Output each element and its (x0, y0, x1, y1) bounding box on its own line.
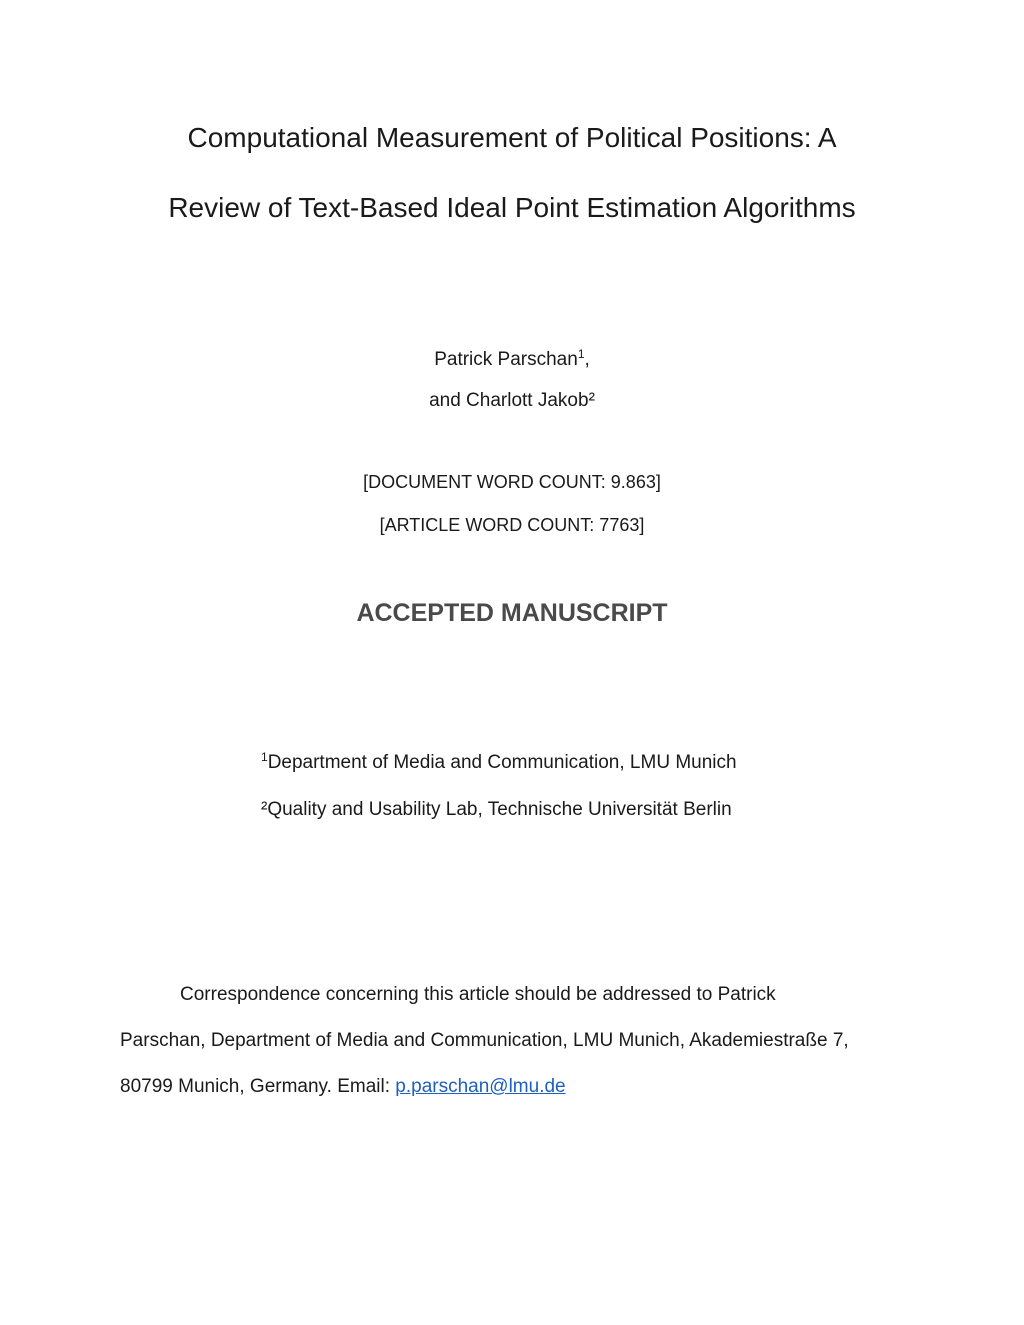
author-1-superscript: 1 (577, 347, 585, 361)
paper-title-line-1: Computational Measurement of Political Positions: A (187, 122, 837, 153)
document-word-count: [DOCUMENT WORD COUNT: 9.863] (363, 472, 661, 492)
correspondence-line-3 (120, 1075, 566, 1099)
correspondence-line-1: Correspondence concerning this article should be addressed to Patrick (180, 984, 776, 1005)
accepted-manuscript-label: ACCEPTED MANUSCRIPT (356, 599, 668, 627)
affiliation-1-superscript: 1 (261, 750, 268, 764)
correspondence-line-2: Parschan, Department of Media and Communication, LMU Munich, Akademiestraße 7, (120, 1030, 849, 1051)
author-1-name: Patrick Parschan (434, 349, 578, 370)
author-line-1 (0, 348, 1024, 372)
author-1-suffix: , (584, 349, 590, 370)
affiliation-1 (261, 751, 737, 775)
author-line-2: and Charlott Jakob² (429, 390, 595, 411)
correspondence-address-end: 80799 Munich, Germany. Email: (120, 1076, 396, 1097)
affiliation-2: ²Quality and Usability Lab, Technische Universität Berlin (261, 799, 732, 820)
affiliation-1-text: Department of Media and Communication, LMU Munich (267, 752, 737, 773)
article-word-count: [ARTICLE WORD COUNT: 7763] (379, 515, 645, 535)
paper-title-line-2: Review of Text-Based Ideal Point Estimation Algorithms (168, 192, 856, 223)
email-link[interactable]: p.parschan@lmu.de (395, 1076, 566, 1097)
